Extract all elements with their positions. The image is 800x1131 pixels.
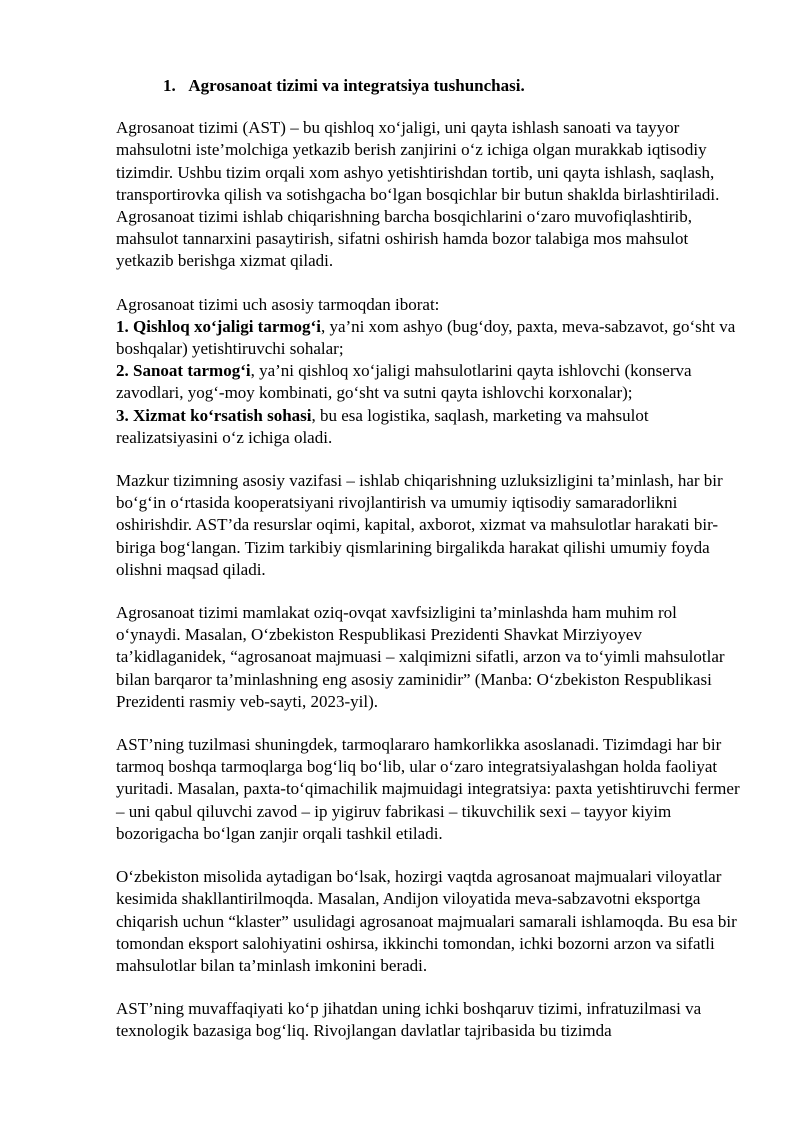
paragraph-definition: Agrosanoat tizimi (AST) – bu qishloq xo‘jaligi, uni qayta ishlash sanoati va tayyor mahsulotni iste’molchiga yetkazib berish zanjirini o‘z ichiga olgan murakkab iqtisodiy tizimdir. Ushbu tizim orqali xom ashyo yetishtirishdan tortib, uni qayta ishlash, saqlash, transportirovka qilish va sotishgacha bo‘lgan bosqichlar bir butun shaklda birlashtiriladi. Agrosanoat tizimi ishlab chiqarishning barcha bosqichlarini o‘zaro muvofiqlashtirib, mahsulot tannarxini pasaytirish, sifatni oshirish hamda bozor talabiga mos mahsulot yetkazib berishga xizmat qiladi. [116,118,720,271]
list-item-agriculture [116,316,744,360]
list-item-title: 2. Sanoat tarmog‘i [116,361,251,381]
list-item-title: 3. Xizmat ko‘rsatish sohasi [116,405,312,425]
list-item-text: , bu esa logistika, saqlash, marketing va mahsulot realizatsiyasini o‘z ichiga oladi. [116,405,649,447]
list-item-services [116,405,744,449]
paragraph-uzbekistan-example: O‘zbekiston misolida aytadigan bo‘lsak, hozirgi vaqtda agrosanoat majmualari viloyatlar kesimida shakllantirilmoqda. Masalan, Andijon viloyatida meva-sabzavotni eksportga chiqarish uchun “klaster” usulidagi agrosanoat majmualari samarali ishlamoqda. Bu esa bir tomondan eksport salohiyatini oshirsa, ikkinchi tomondan, ichki bozorni arzon va sifatli mahsulotlar bilan ta’minlash imkonini beradi. [116,867,737,975]
paragraph-success-factors: AST’ning muvaffaqiyati ko‘p jihatdan uning ichki boshqaruv tizimi, infratuzilmasi va texnologik bazasiga bog‘liq. Rivojlangan davlatlar tajribasida bu tizimda [116,999,702,1041]
paragraph-main-task: Mazkur tizimning asosiy vazifasi – ishlab chiqarishning uzluksizligini ta’minlash, har bir bo‘g‘in o‘rtasida kooperatsiyani rivojlantirish va umumiy iqtisodiy samaradorlikni oshirishdir. AST’da resurslar oqimi, kapital, axborot, xizmat va mahsulotlar harakati bir-biriga bog‘langan. Tizim tarkibiy qismlarining birgalikda harakat qilishi umumiy foyda olishni maqsad qiladi. [116,471,723,579]
list-item-title: 1. Qishloq xo‘jaligi tarmog‘i [116,316,321,336]
list-intro: Agrosanoat tizimi uch asosiy tarmoqdan iborat: [116,294,440,314]
paragraph-structure: AST’ning tuzilmasi shuningdek, tarmoqlararo hamkorlikka asoslanadi. Tizimdagi har bir tarmoq boshqa tarmoqlarga bog‘liq bo‘lib, ular o‘zaro integratsiyalashgan holda faoliyat yuritadi. Masalan, paxta-to‘qimachilik majmuidagi integratsiya: paxta yetishtiruvchi fermer – uni qabul qiluvchi zavod – ip yigiruv fabrikasi – tikuvchilik sexi – tayyor kiyim bozorigacha bo‘lgan zanjir orqali tashkil etiladi. [116,735,740,843]
list-item-industry [116,360,744,404]
heading-text: Agrosanoat tizimi va integratsiya tushunchasi. [188,76,525,95]
list-item-text: , ya’ni qishloq xo‘jaligi mahsulotlarini qayta ishlovchi (konserva zavodlari, yog‘-moy kombinati, go‘sht va sutni qayta ishlovchi korxonalar); [116,361,692,403]
list-item-text: , ya’ni xom ashyo (bug‘doy, paxta, meva-sabzavot, go‘sht va boshqalar) yetishtiruvchi sohalar; [116,316,736,359]
paragraph-food-security: Agrosanoat tizimi mamlakat oziq-ovqat xavfsizligini ta’minlashda ham muhim rol o‘ynaydi. Masalan, O‘zbekiston Respublikasi Prezidenti Shavkat Mirziyoyev ta’kidlaganidek, “agrosanoat majmuasi – xalqimizni sifatli, arzon va to‘yimli mahsulotlar bilan barqaror ta’minlashning eng asosiy zaminidir” (Manba: O‘zbekiston Respublikasi Prezidenti rasmiy veb-sayti, 2023-yil). [116,603,725,711]
heading-number: 1. [163,76,176,95]
document-page [116,75,744,1064]
section-heading [116,75,744,97]
branches-list [116,294,744,449]
